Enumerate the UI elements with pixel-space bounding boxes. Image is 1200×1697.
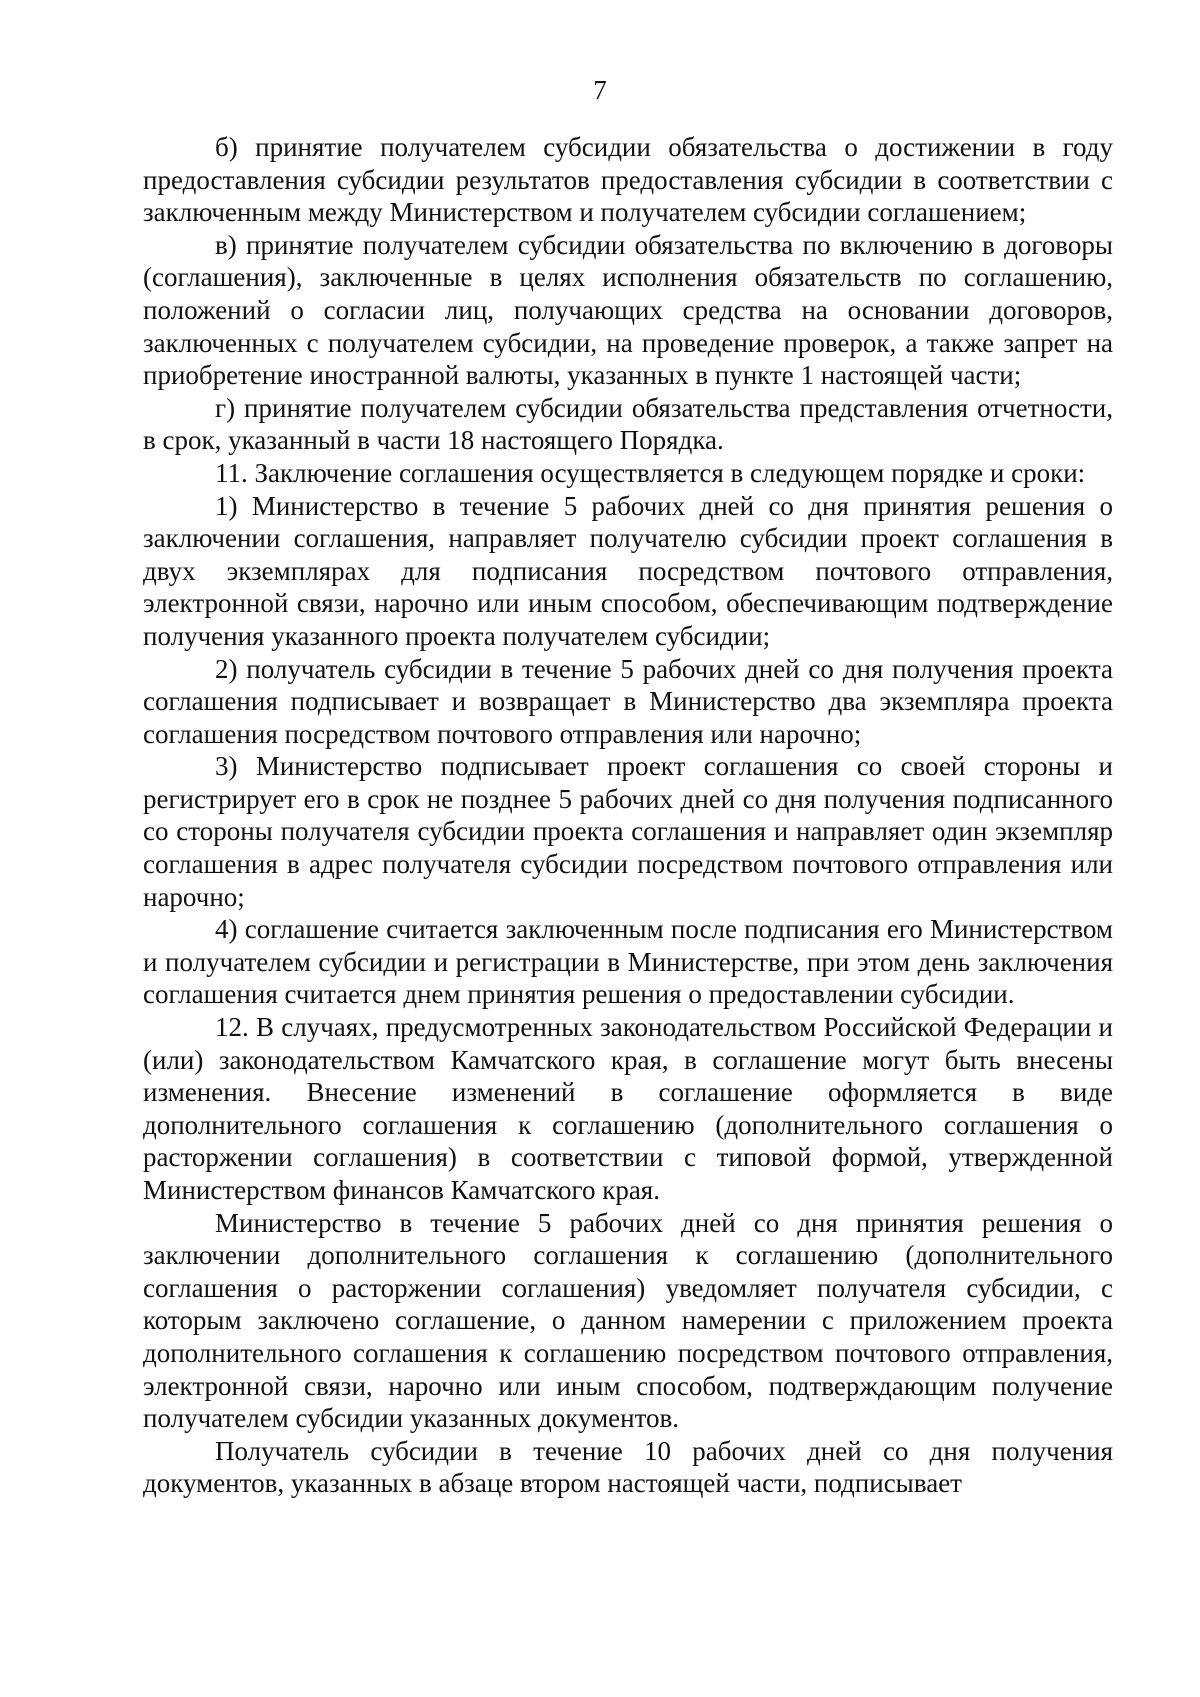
- document-body: [143, 131, 1113, 1500]
- section-11-item-1: 1) Министерство в течение 5 рабочих дней со дня принятия решения о заключении соглашения, направляет получателю субсидии проект соглашения в двух экземплярах для подписания посредством почтового отправления, электронной связи, нарочно или иным способом, обеспечивающим подтверждение получения указанного проекта получателем субсидии;: [143, 490, 1113, 651]
- section-11-item-3: 3) Министерство подписывает проект соглашения со своей стороны и регистрирует его в срок не позднее 5 рабочих дней со дня получения подписанного со стороны получателя субсидии проекта соглашения и направляет один экземпляр соглашения в адрес получателя субсидии посредством почтового отправления или нарочно;: [143, 751, 1113, 912]
- section-11-item-2: 2) получатель субсидии в течение 5 рабочих дней со дня получения проекта соглашения подписывает и возвращает в Министерство два экземпляра проекта соглашения посредством почтового отправления или нарочно;: [143, 653, 1113, 749]
- section-11-heading: 11. Заключение соглашения осуществляется в следующем порядке и сроки:: [215, 457, 1086, 488]
- page-number: 7: [593, 75, 607, 105]
- section-11-item-4: 4) соглашение считается заключенным после подписания его Министерством и получателем субсидии и регистрации в Министерстве, при этом день заключения соглашения считается днем принятия решения о предоставлении субсидии.: [143, 914, 1113, 1010]
- paragraph-g: г) принятие получателем субсидии обязательства представления отчетности, в срок, указанный в части 18 настоящего Порядка.: [143, 392, 1113, 456]
- section-12-paragraph-2: Министерство в течение 5 рабочих дней со дня принятия решения о заключении дополнительного соглашения к соглашению (дополнительного соглашения о расторжении соглашения) уведомляет получателя субсидии, с которым заключено соглашение, о данном намерении с приложением проекта дополнительного соглашения к соглашению посредством почтового отправления, электронной связи, нарочно или иным способом, подтверждающим получение получателем субсидии указанных документов.: [143, 1207, 1113, 1434]
- section-12-paragraph-3: Получатель субсидии в течение 10 рабочих дней со дня получения документов, указанных в абзаце втором настоящей части, подписывает: [143, 1435, 1113, 1499]
- paragraph-v: в) принятие получателем субсидии обязательства по включению в договоры (соглашения), заключенные в целях исполнения обязательств по соглашению, положений о согласии лиц, получающих средства на основании договоров, заключенных с получателем субсидии, на проведение проверок, а также запрет на приобретение иностранной валюты, указанных в пункте 1 настоящей части;: [143, 229, 1113, 391]
- paragraph-b: б) принятие получателем субсидии обязательства о достижении в году предоставления субсидии результатов предоставления субсидии в соответствии с заключенным между Министерством и получателем субсидии соглашением;: [143, 132, 1113, 228]
- section-12: 12. В случаях, предусмотренных законодательством Российской Федерации и (или) законодательством Камчатского края, в соглашение могут быть внесены изменения. Внесение изменений в соглашение оформляется в виде дополнительного соглашения к соглашению (дополнительного соглашения о расторжении соглашения) в соответствии с типовой формой, утвержденной Министерством финансов Камчатского края.: [143, 1012, 1113, 1205]
